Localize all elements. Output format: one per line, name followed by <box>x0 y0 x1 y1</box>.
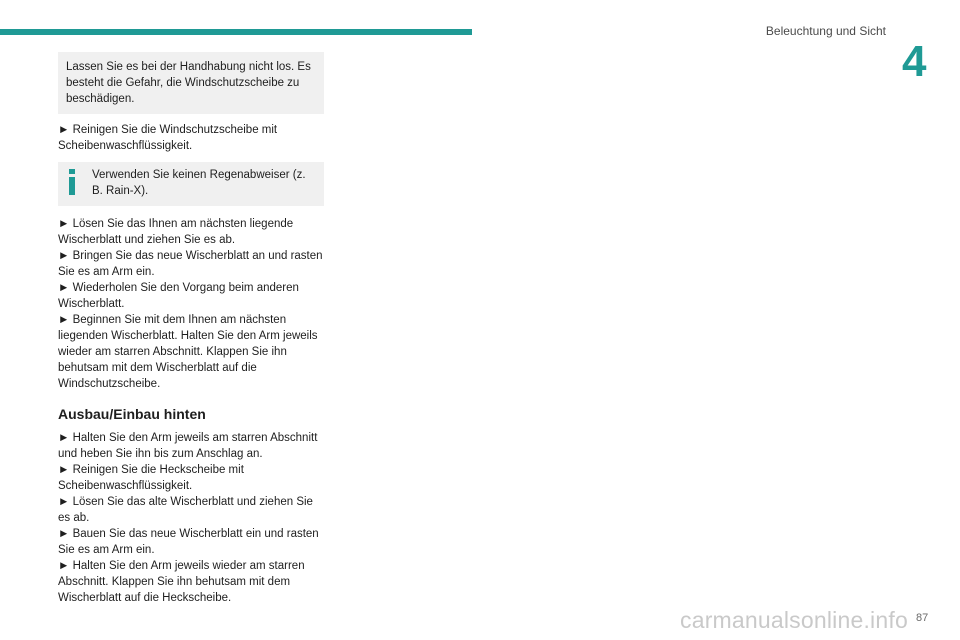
warning-note <box>58 52 324 114</box>
rear-step: ► Reinigen Sie die Heckscheibe mit Scheibenwaschflüssigkeit. <box>58 464 244 492</box>
chapter-number: 4 <box>902 37 927 86</box>
front-step: ► Lösen Sie das Ihnen am nächsten liegende Wischerblatt und ziehen Sie es ab. <box>58 218 294 246</box>
watermark: carmanualsonline.info <box>680 607 908 633</box>
front-step: ► Beginnen Sie mit dem Ihnen am nächsten liegenden Wischerblatt. Halten Sie den Arm jeweils wieder am starren Abschnitt. Klappen Sie ihn behutsam mit dem Wischerblatt auf die Windschutzscheibe. <box>58 314 318 390</box>
warning-note-text: Lassen Sie es bei der Handhabung nicht los. Es besteht die Gefahr, die Windschutzscheibe zu beschädigen. <box>66 61 311 105</box>
content-column <box>58 52 324 606</box>
info-icon <box>66 169 82 200</box>
rear-heading: Ausbau/Einbau hinten <box>58 406 206 422</box>
info-note <box>58 162 324 206</box>
front-step: ► Bringen Sie das neue Wischerblatt an und rasten Sie es am Arm ein. <box>58 250 323 278</box>
rear-step: ► Halten Sie den Arm jeweils am starren Abschnitt und heben Sie ihn bis zum Anschlag an. <box>58 432 318 460</box>
front-step: ► Wiederholen Sie den Vorgang beim anderen Wischerblatt. <box>58 282 299 310</box>
rear-step: ► Bauen Sie das neue Wischerblatt ein und rasten Sie es am Arm ein. <box>58 528 319 556</box>
rear-steps <box>58 430 324 606</box>
front-steps <box>58 216 324 392</box>
section-title: Beleuchtung und Sicht <box>765 24 886 38</box>
rear-step: ► Halten Sie den Arm jeweils wieder am starren Abschnitt. Klappen Sie ihn behutsam mit dem Wischerblatt auf die Heckscheibe. <box>58 560 305 604</box>
rear-step: ► Lösen Sie das alte Wischerblatt und ziehen Sie es ab. <box>58 496 313 524</box>
page-number: 87 <box>916 612 929 624</box>
info-note-text: Verwenden Sie keinen Regenabweiser (z. B. Rain-X). <box>92 169 306 197</box>
header-accent-bar <box>0 29 472 35</box>
step-clean-windshield: ► Reinigen Sie die Windschutzscheibe mit Scheibenwaschflüssigkeit. <box>58 124 278 152</box>
